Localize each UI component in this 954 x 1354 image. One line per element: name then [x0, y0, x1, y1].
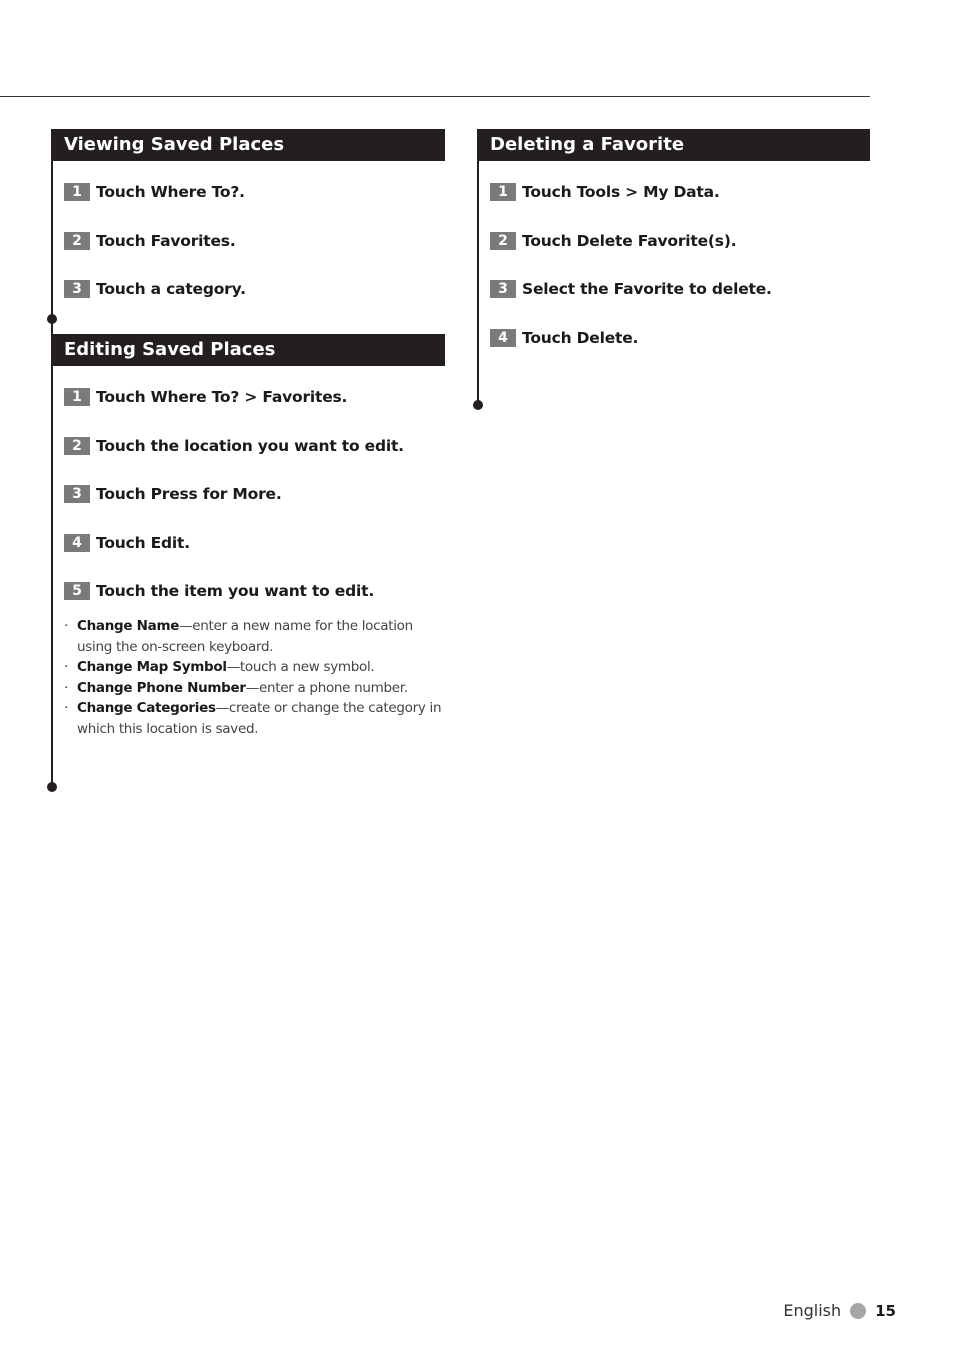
step-text: Touch the location you want to edit. — [96, 437, 404, 455]
step-text: Touch Where To? > Favorites. — [96, 388, 348, 406]
list-item — [64, 657, 444, 678]
step-text: Touch the item you want to edit. — [96, 582, 375, 600]
step-item — [490, 231, 736, 251]
step-text: Touch Where To?. — [96, 183, 245, 201]
step-item — [64, 182, 245, 202]
option-description: —enter a phone number. — [245, 679, 408, 696]
section-title-deleting: Deleting a Favorite — [477, 129, 870, 161]
step-item — [64, 387, 347, 407]
step-text: Touch Tools > My Data. — [522, 183, 720, 201]
section-end-dot — [47, 314, 57, 324]
bullet-mark: · — [64, 700, 68, 716]
option-term: Change Map Symbol — [77, 659, 227, 675]
bullet-mark: · — [64, 618, 68, 634]
step-number: 2 — [64, 232, 90, 250]
step-text: Touch Delete Favorite(s). — [522, 232, 737, 250]
option-description: —touch a new symbol. — [226, 659, 375, 675]
header-rule — [0, 96, 870, 97]
page-footer — [783, 1301, 896, 1320]
option-description: —create or change the category in which this location is saved. — [77, 700, 442, 737]
step-number: 1 — [64, 183, 90, 201]
section-end-dot — [473, 400, 483, 410]
step-item — [64, 279, 246, 299]
step-text: Touch a category. — [96, 280, 246, 298]
list-item — [64, 678, 444, 699]
bullet-mark: · — [64, 659, 68, 675]
step-number: 4 — [490, 329, 516, 347]
step-item — [64, 436, 404, 456]
option-term: Change Categories — [77, 700, 216, 716]
step-item — [64, 231, 236, 251]
list-item — [64, 698, 444, 739]
option-term: Change Name — [77, 618, 180, 634]
step-number: 3 — [64, 485, 90, 503]
footer-circle-icon — [850, 1303, 866, 1319]
step-number: 3 — [490, 280, 516, 298]
step-number: 3 — [64, 280, 90, 298]
step-text: Touch Delete. — [522, 329, 639, 347]
left-column-rule — [51, 129, 53, 787]
right-column — [477, 129, 870, 419]
section-end-dot — [47, 782, 57, 792]
option-term: Change Phone Number — [77, 679, 246, 696]
step-number: 4 — [64, 534, 90, 552]
language-label: English — [783, 1301, 842, 1320]
step-number: 5 — [64, 582, 90, 600]
step-number: 1 — [490, 183, 516, 201]
step-item — [490, 182, 720, 202]
step-item — [490, 328, 638, 348]
option-description: —enter a new name for the location using the on-screen keyboard. — [77, 618, 413, 655]
step-number: 2 — [490, 232, 516, 250]
right-column-rule — [477, 129, 479, 405]
step-text: Touch Press for More. — [96, 485, 282, 503]
list-item — [64, 616, 444, 657]
bullet-mark: · — [64, 679, 68, 696]
step-item — [490, 279, 772, 299]
step-item — [64, 484, 282, 504]
step-text: Touch Favorites. — [96, 232, 236, 250]
section-title-viewing: Viewing Saved Places — [51, 129, 445, 161]
section-title-editing: Editing Saved Places — [51, 334, 445, 366]
left-column — [51, 129, 445, 799]
step-number: 2 — [64, 437, 90, 455]
step-item — [64, 533, 190, 553]
step-number: 1 — [64, 388, 90, 406]
step-item — [64, 581, 374, 601]
step-text: Select the Favorite to delete. — [522, 280, 772, 298]
step-text: Touch Edit. — [96, 534, 190, 552]
page-number: 15 — [875, 1301, 896, 1320]
edit-options-list — [64, 616, 444, 739]
